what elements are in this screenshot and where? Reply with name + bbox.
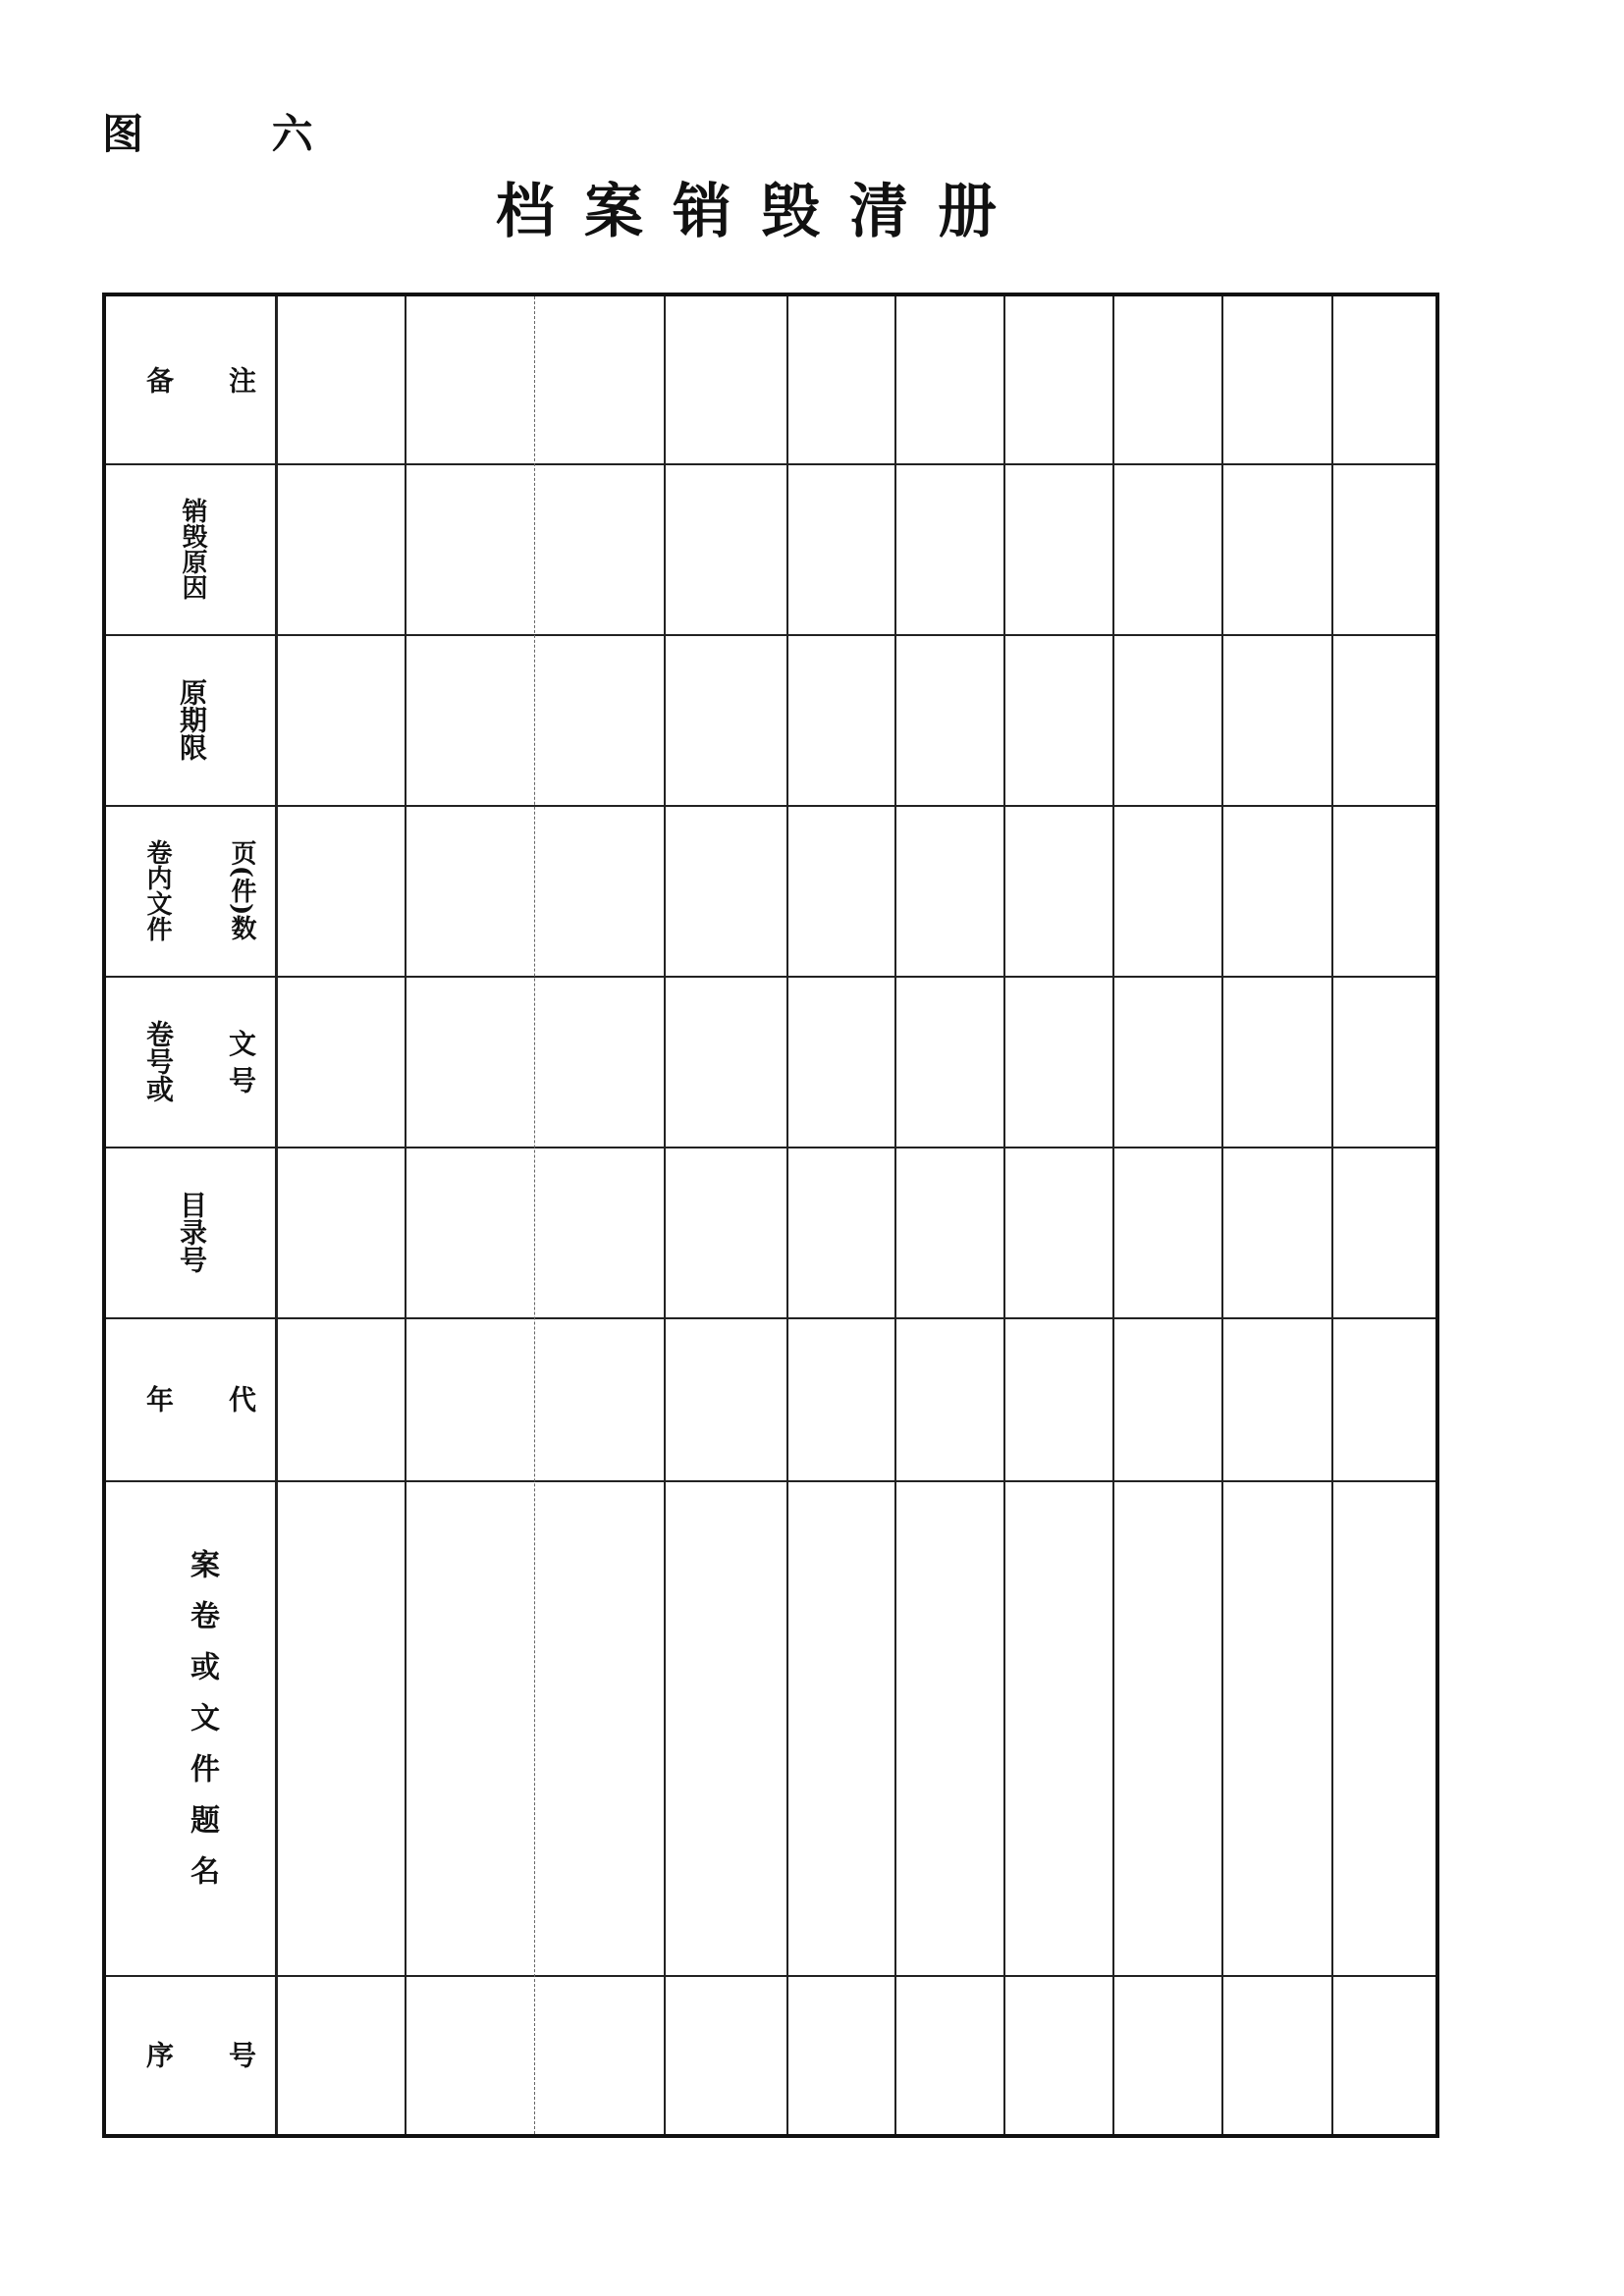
header-retention-period <box>106 634 275 805</box>
header-label: 页(件)数 <box>227 839 256 941</box>
row-divider <box>106 1480 1435 1482</box>
header-label: 代 <box>225 1385 257 1413</box>
header-page-count <box>106 805 275 976</box>
figure-label: 图 六 <box>102 110 370 158</box>
row-divider <box>106 1147 1435 1148</box>
document-title: 档案销毁清册 <box>496 178 1026 246</box>
header-volume-or-doc-number <box>106 976 275 1147</box>
header-catalog-number <box>106 1147 275 1317</box>
column-divider <box>786 296 788 2134</box>
header-column-divider <box>275 296 278 2134</box>
header-label: 案卷或文件题名 <box>185 1549 219 1906</box>
column-divider <box>664 296 666 2134</box>
header-label: 原期限 <box>176 678 208 761</box>
header-remarks <box>106 296 275 463</box>
header-destroy-reason <box>106 463 275 634</box>
header-title-name <box>106 1480 275 1975</box>
column-divider <box>1331 296 1333 2134</box>
row-divider <box>106 1317 1435 1319</box>
header-label: 号 <box>225 2041 257 2068</box>
row-divider <box>106 463 1435 465</box>
row-divider <box>106 976 1435 978</box>
row-divider <box>106 634 1435 636</box>
header-label: 序 <box>142 2041 175 2068</box>
header-period <box>106 1317 275 1480</box>
column-divider <box>534 296 535 2134</box>
header-label: 注 <box>225 366 257 394</box>
column-divider <box>1003 296 1005 2134</box>
header-serial-number <box>106 1975 275 2134</box>
header-label: 销毁原因 <box>178 498 207 600</box>
column-divider <box>1112 296 1114 2134</box>
header-label: 文 号 <box>225 1029 257 1094</box>
header-label: 目录号 <box>176 1191 208 1273</box>
column-divider <box>405 296 406 2134</box>
column-divider <box>1221 296 1223 2134</box>
header-label: 备 <box>142 366 175 394</box>
column-divider <box>894 296 896 2134</box>
header-label: 年 <box>142 1385 175 1413</box>
row-divider <box>106 805 1435 807</box>
header-label: 卷内文件 <box>142 839 172 941</box>
destruction-register-table <box>102 293 1439 2138</box>
row-divider <box>106 1975 1435 1977</box>
header-label: 卷号或 <box>142 1020 175 1102</box>
